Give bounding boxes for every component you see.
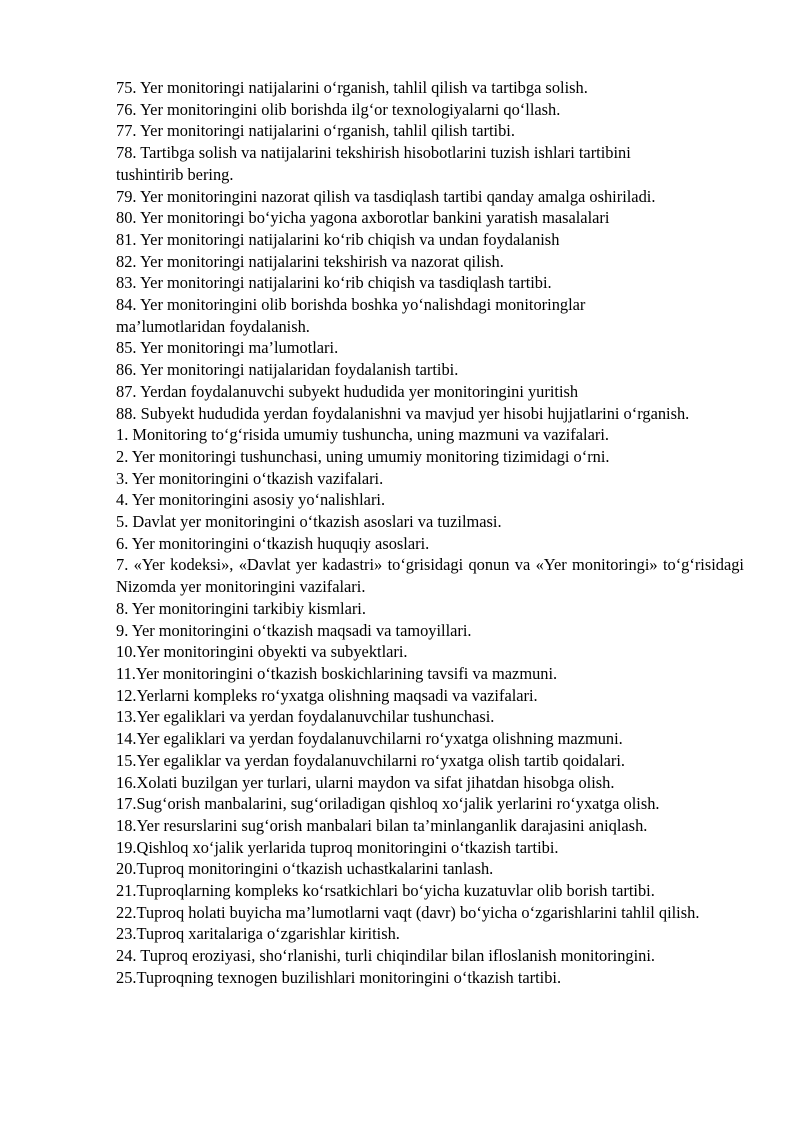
list-item: 19.Qishloq xo‘jalik yerlarida tuproq monitoringini o‘tkazish tartibi. [116,837,559,857]
list-item: 24. Tuproq eroziyasi, sho‘rlanishi, turli chiqindilar bilan ifloslanish monitoringini. [116,946,656,966]
list-item: 7. «Yer kodeksi», «Davlat yer kadastri» to‘grisidagi qonun va «Yer monitoringi» to‘g‘risidagi Nizomda yer monitoringini vazifalari. [116,555,744,597]
list-item: 81. Yer monitoringi natijalarini ko‘rib chiqish va undan foydalanish [116,229,560,249]
list-item: 4. Yer monitoringini asosiy yo‘nalishlari. [116,490,386,510]
list-item: 83. Yer monitoringi natijalarini ko‘rib chiqish va tasdiqlash tartibi. [116,273,552,293]
document-page [116,77,744,989]
list-item: 25.Tuproqning texnogen buzilishlari monitoringini o‘tkazish tartibi. [116,967,562,987]
list-item: 17.Sug‘orish manbalarini, sug‘oriladigan qishloq xo‘jalik yerlarini ro‘yxatga olish. [116,794,660,814]
list-item: 21.Tuproqlarning kompleks ko‘rsatkichlari bo‘yicha kuzatuvlar olib borish tartibi. [116,881,655,901]
list-item: 8. Yer monitoringini tarkibiy kismlari. [116,598,366,618]
list-item: 12.Yerlarni kompleks ro‘yxatga olishning maqsadi va vazifalari. [116,685,538,705]
list-item: 78. Tartibga solish va natijalarini tekshirish hisobotlarini tuzish ishlari tartibini tushintirib bering. [116,143,631,184]
list-item: 79. Yer monitoringini nazorat qilish va tasdiqlash tartibi qanday amalga oshiriladi. [116,186,656,206]
list-item: 87. Yerdan foydalanuvchi subyekt hududida yer monitoringini yuritish [116,381,579,401]
list-item: 11.Yer monitoringini o‘tkazish boskichlarining tavsifi va mazmuni. [116,663,558,683]
list-item: 85. Yer monitoringi ma’lumotlari. [116,338,339,358]
list-item: 23.Tuproq xaritalariga o‘zgarishlar kiritish. [116,924,400,944]
list-item: 2. Yer monitoringi tushunchasi, uning umumiy monitoring tizimidagi o‘rni. [116,446,610,466]
list-item: 14.Yer egaliklari va yerdan foydalanuvchilarni ro‘yxatga olishning mazmuni. [116,729,623,749]
list-item: 10.Yer monitoringini obyekti va subyektlari. [116,642,408,662]
list-item: 77. Yer monitoringi natijalarini o‘rganish, tahlil qilish tartibi. [116,121,515,141]
list-item: 5. Davlat yer monitoringini o‘tkazish asoslari va tuzilmasi. [116,512,502,532]
list-item: 88. Subyekt hududida yerdan foydalanishni va mavjud yer hisobi hujjatlarini o‘rganish. [116,403,690,423]
list-item: 22.Tuproq holati buyicha ma’lumotlarni vaqt (davr) bo‘yicha o‘zgarishlarini tahlil qilish. [116,902,700,922]
list-item: 84. Yer monitoringini olib borishda boshka yo‘nalishdagi monitoringlar ma’lumotlaridan foydalanish. [116,295,586,336]
list-item: 9. Yer monitoringini o‘tkazish maqsadi va tamoyillari. [116,620,472,640]
list-item: 82. Yer monitoringi natijalarini tekshirish va nazorat qilish. [116,251,504,271]
list-item: 15.Yer egaliklar va yerdan foydalanuvchilarni ro‘yxatga olish tartib qoidalari. [116,750,626,770]
list-item: 6. Yer monitoringini o‘tkazish huquqiy asoslari. [116,533,430,553]
list-item: 75. Yer monitoringi natijalarini o‘rganish, tahlil qilish va tartibga solish. [116,78,588,97]
list-item: 20.Tuproq monitoringini o‘tkazish uchastkalarini tanlash. [116,859,494,879]
list-item: 3. Yer monitoringini o‘tkazish vazifalari. [116,468,384,488]
list-item: 80. Yer monitoringi bo‘yicha yagona axborotlar bankini yaratish masalalari [116,208,610,228]
list-item: 13.Yer egaliklari va yerdan foydalanuvchilar tushunchasi. [116,707,495,727]
list-item: 1. Monitoring to‘g‘risida umumiy tushuncha, uning mazmuni va vazifalari. [116,425,609,445]
list-item: 18.Yer resurslarini sug‘orish manbalari bilan ta’minlanganlik darajasini aniqlash. [116,815,648,835]
list-item: 86. Yer monitoringi natijalaridan foydalanish tartibi. [116,360,459,380]
list-item: 76. Yer monitoringini olib borishda ilg‘or texnologiyalarni qo‘llash. [116,99,561,119]
list-item: 16.Xolati buzilgan yer turlari, ularni maydon va sifat jihatdan hisobga olish. [116,772,615,792]
